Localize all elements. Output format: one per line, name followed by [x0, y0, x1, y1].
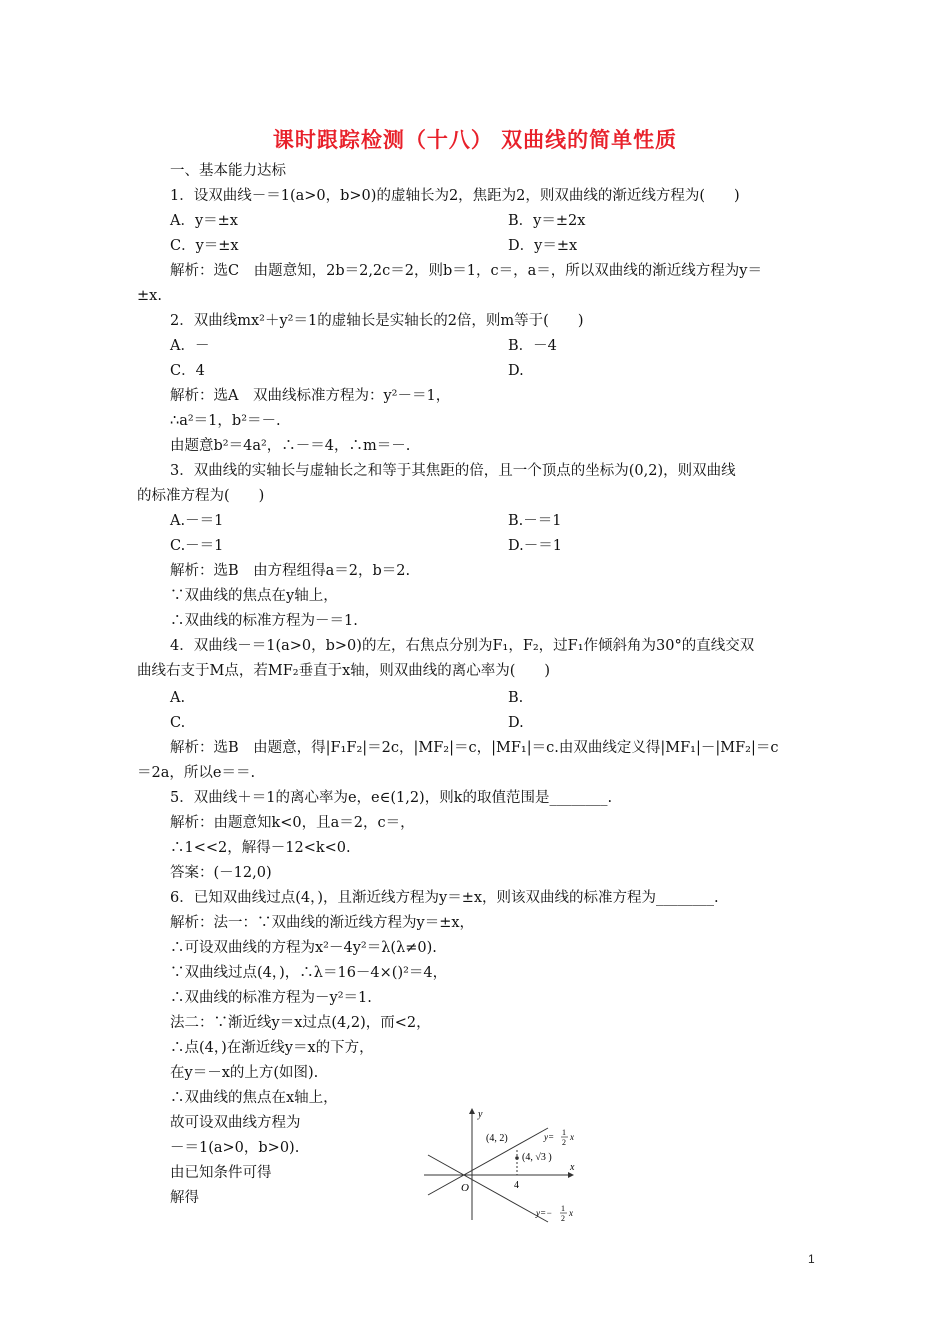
- text-line-q3s1: 解析：选B 由方程组得a＝2，b＝2.: [170, 563, 411, 579]
- text-line-q1b: B．y＝±2x: [508, 213, 586, 229]
- text-line-q5: 5．双曲线＋＝1的离心率为e，e∈(1,2)，则k的取值范围是________.: [170, 790, 613, 806]
- y-axis-arrow: [469, 1108, 475, 1114]
- text-line-q6s12: 解得: [170, 1190, 199, 1206]
- text-line-q4c: C.: [170, 715, 186, 731]
- text-line-q6s5: 法二：∵渐近线y＝x过点(4,2)，而<2，: [170, 1015, 431, 1031]
- text-line-q3s3: ∴双曲线的标准方程为－＝1.: [170, 613, 358, 629]
- text-line-s1: 一、基本能力达标: [170, 163, 286, 179]
- text-line-q3c: C.－＝1: [170, 538, 224, 554]
- page-title: 课时跟踪检测（十八） 双曲线的简单性质: [272, 128, 678, 152]
- text-line-q4s2: ＝2a，所以e＝＝.: [137, 765, 256, 781]
- lower-frac-var: x: [569, 1208, 573, 1218]
- text-line-q5ans: 答案：(－12,0): [170, 865, 272, 881]
- text-line-q5s1: 解析：由题意知k<0，且a＝2，c＝，: [170, 815, 415, 831]
- text-line-q2b: B．－4: [508, 338, 557, 354]
- tick-4-label: 4: [514, 1180, 519, 1191]
- text-line-q6s7: 在y＝－x的上方(如图).: [170, 1065, 319, 1081]
- upper-frac-den: 2: [562, 1138, 566, 1147]
- text-line-q4b: 曲线右支于M点，若MF₂垂直于x轴，则双曲线的离心率为( ): [137, 663, 551, 679]
- page-number: 1: [808, 1252, 815, 1266]
- y-axis-label: y: [478, 1109, 483, 1120]
- text-line-q6s9: 故可设双曲线方程为: [170, 1115, 301, 1131]
- text-line-q6s4: ∴双曲线的标准方程为－y²＝1.: [170, 990, 372, 1006]
- text-line-q2a: A．－: [170, 338, 210, 354]
- text-line-q2d: D.: [508, 363, 524, 379]
- text-line-q1a: A．y＝±x: [170, 213, 238, 229]
- text-line-q1c: C．y＝±x: [170, 238, 239, 254]
- upper-frac-var: x: [570, 1132, 574, 1142]
- text-line-q4a: A.: [170, 690, 186, 706]
- upper-frac-num: 1: [562, 1128, 566, 1137]
- lower-asymptote-label: y=−: [536, 1208, 553, 1218]
- text-line-q3s2: ∵双曲线的焦点在y轴上，: [170, 588, 338, 604]
- text-line-q4s1: 解析：选B 由题意，得|F₁F₂|＝2c，|MF₂|＝c，|MF₁|＝c.由双曲线定义得|MF₁|－|MF₂|＝c: [170, 740, 779, 756]
- text-line-q2s2: ∴a²＝1，b²＝－.: [170, 413, 281, 429]
- text-line-q6s2: ∴可设双曲线的方程为x²－4y²＝λ(λ≠0).: [170, 940, 437, 956]
- text-line-q3bb: B.－＝1: [508, 513, 562, 529]
- text-line-q6s11: 由已知条件可得: [170, 1165, 272, 1181]
- text-line-q2s3: 由题意b²＝4a²，∴－＝4，∴m＝－.: [170, 438, 411, 454]
- text-line-q4d: D.: [508, 715, 524, 731]
- text-line-q2c: C．4: [170, 363, 205, 379]
- origin-label: O: [461, 1182, 469, 1194]
- asymptote-figure: [420, 1100, 600, 1230]
- x-axis-label: x: [570, 1162, 575, 1173]
- text-line-q1: 1．设双曲线－＝1(a>0，b>0)的虚轴长为2，焦距为2，则双曲线的渐近线方程为( ): [170, 188, 740, 204]
- text-line-q2: 2．双曲线mx²＋y²＝1的虚轴长是实轴长的2倍，则m等于( ): [170, 313, 584, 329]
- lower-asymptote: [428, 1155, 548, 1222]
- text-line-q3a: A.－＝1: [170, 513, 224, 529]
- lower-frac-den: 2: [561, 1214, 565, 1223]
- point-4-2-label: (4, 2): [486, 1133, 508, 1144]
- text-line-q2s1: 解析：选A 双曲线标准方程为：y²－＝1，: [170, 388, 451, 404]
- text-line-q6s8: ∴双曲线的焦点在x轴上，: [170, 1090, 338, 1106]
- point-4-sqrt3-label: (4, √3 ): [522, 1152, 552, 1163]
- text-line-q3d: D.－＝1: [508, 538, 562, 554]
- text-line-q6s10: －＝1(a>0，b>0).: [170, 1140, 300, 1156]
- text-line-q6s6: ∴点(4，)在渐近线y＝x的下方，: [170, 1040, 374, 1056]
- lower-frac-num: 1: [561, 1204, 565, 1213]
- text-line-q3: 3．双曲线的实轴长与虚轴长之和等于其焦距的倍，且一个顶点的坐标为(0,2)，则双曲线: [170, 463, 736, 479]
- text-line-q6s3: ∵双曲线过点(4，)，∴λ＝16－4×()²＝4，: [170, 965, 448, 981]
- text-line-q1s1: 解析：选C 由题意知，2b＝2,2c＝2，则b＝1，c＝，a＝，所以双曲线的渐近线方程为y＝: [170, 263, 762, 279]
- text-line-q6s1: 解析：法一：∵双曲线的渐近线方程为y＝±x，: [170, 915, 475, 931]
- text-line-q1s2: ±x.: [137, 288, 162, 304]
- text-line-q5s2: ∴1<<2，解得－12<k<0.: [170, 840, 351, 856]
- text-line-q1d: D．y＝±x: [508, 238, 578, 254]
- point-4-sqrt3: [515, 1156, 519, 1160]
- text-line-q4: 4．双曲线－＝1(a>0，b>0)的左，右焦点分别为F₁，F₂，过F₁作倾斜角为30°的直线交双: [170, 638, 755, 654]
- text-line-q6: 6．已知双曲线过点(4，)，且渐近线方程为y＝±x，则该双曲线的标准方程为________.: [170, 890, 719, 906]
- text-line-q4bb: B.: [508, 690, 524, 706]
- upper-asymptote-label: y=: [544, 1132, 555, 1142]
- text-line-q3b: 的标准方程为( ): [137, 488, 265, 504]
